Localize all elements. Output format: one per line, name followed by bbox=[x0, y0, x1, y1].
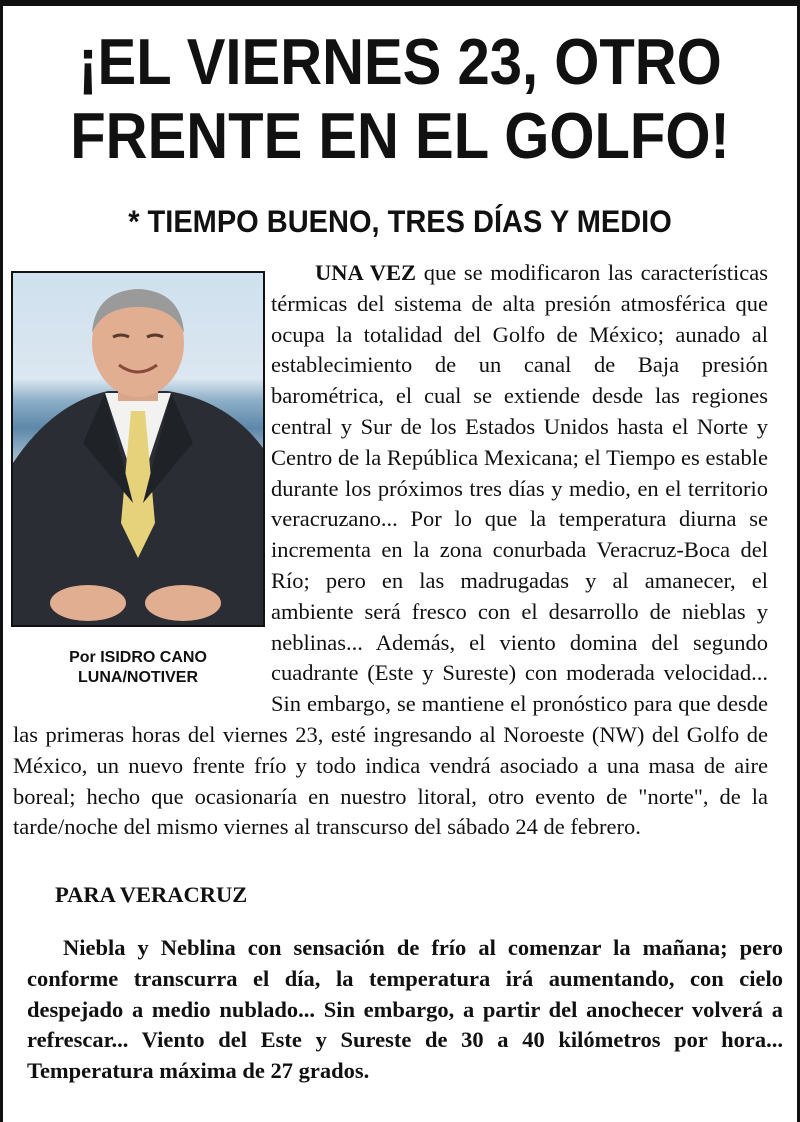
lead-intro: UNA VEZ bbox=[315, 260, 417, 285]
byline-source: LUNA/NOTIVER bbox=[78, 669, 198, 686]
byline bbox=[11, 648, 265, 688]
section-heading: PARA VERACRUZ bbox=[55, 882, 248, 907]
author-photo bbox=[11, 271, 265, 627]
headline: ¡EL VIERNES 23, OTRO FRENTE EN EL GOLFO! bbox=[70, 26, 730, 173]
top-rule bbox=[3, 0, 797, 6]
byline-author: Por ISIDRO CANO bbox=[69, 649, 207, 666]
subheadline: * TIEMPO BUENO, TRES DÍAS Y MEDIO bbox=[128, 204, 672, 240]
lead-text: que se modificaron las características térmicas del sistema de alta presión atmosférica que ocupa la totalidad del Golfo de México; aunado al establecimiento de un canal de Baja presión barométrica, el cual se extiende desde las regiones central y Sur de los Estados Unidos hasta el Norte y Centro de la República Mexicana; el Tiempo es estable durante los próximos tres días y medio, en el territorio veracruzano... Por lo que la temperatura diurna se incrementa en la zona conurbada Veracruz-Boca del Río; pero en las madrugadas y al amanecer, el ambiente será fresco con el desarrollo de nieblas y neblinas... Además, el viento domina del segundo cuadrante (Este y Sureste) con moderada velocidad... Sin embargo, se mantiene el pronóstico para que desde las primeras horas del viernes 23, esté ingresando al Noroeste (NW) del Golfo de México, un nuevo frente frío y todo indica vendrá asociado a una masa de aire boreal; hecho que ocasionaría en nuestro litoral, otro evento de "norte", de la tarde/noche del mismo viernes al transcurso del sábado 24 de febrero. bbox=[13, 260, 768, 840]
author-portrait bbox=[13, 273, 263, 625]
section-paragraph: Niebla y Neblina con sensación de frío al comenzar la mañana; pero conforme transcurra el día, la temperatura irá aumentando, con cielo despejado a medio nublado... Sin embargo, a partir del anochecer volverá a refrescar... Viento del Este y Sureste de 30 a 40 kilómetros por hora... Temperatura máxima de 27 grados. bbox=[27, 935, 783, 1084]
